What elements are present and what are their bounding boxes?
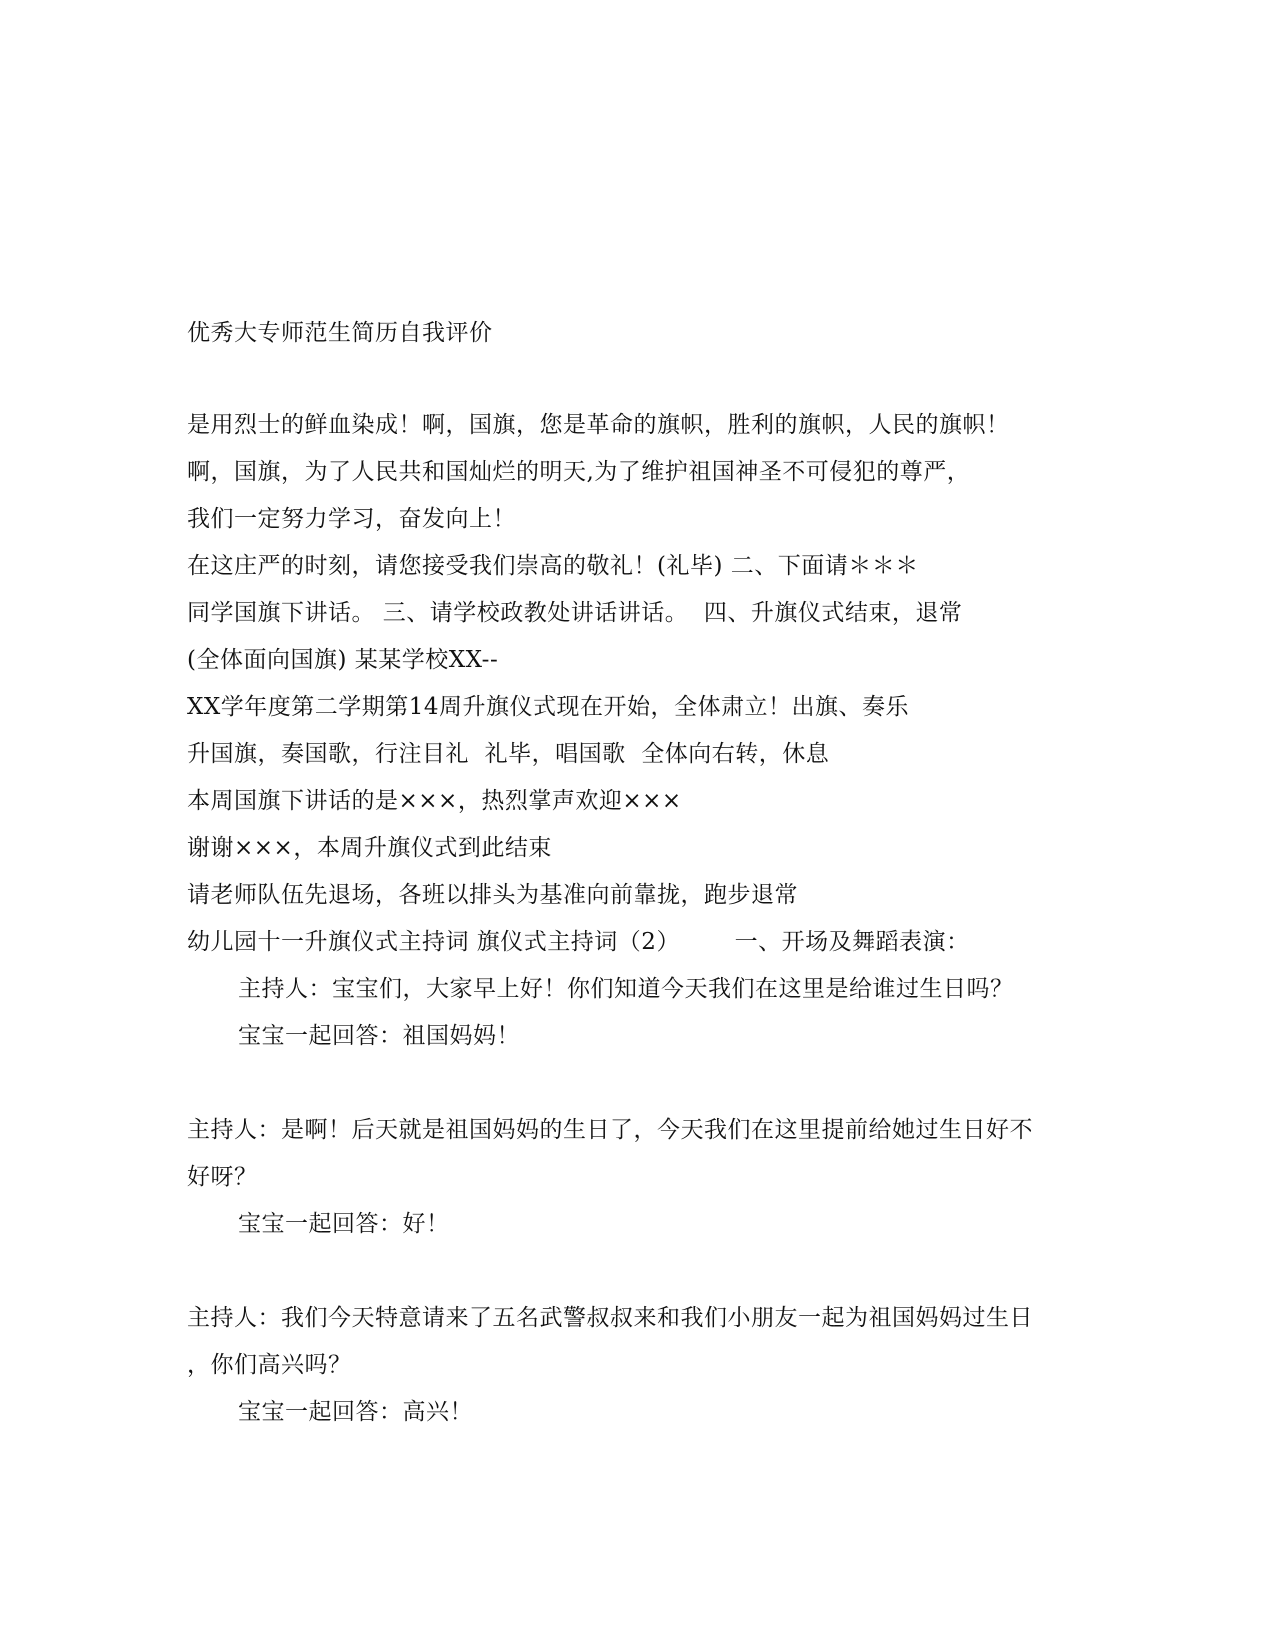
dialogue-line: 宝宝一起回答：好！ (238, 1211, 450, 1237)
text-line: 在这庄严的时刻，请您接受我们崇高的敬礼！(礼毕) 二、下面请＊＊＊ (187, 553, 919, 579)
document-title: 优秀大专师范生简历自我评价 (187, 320, 493, 346)
dialogue-line: 宝宝一起回答：高兴！ (238, 1399, 473, 1425)
text-line: 好呀？ (187, 1164, 258, 1190)
text-line: 升国旗，奏国歌，行注目礼 礼毕，唱国歌 全体向右转，休息 (187, 741, 830, 767)
text-line: 本周国旗下讲话的是×××，热烈掌声欢迎××× (187, 788, 682, 814)
dialogue-line: 主持人：我们今天特意请来了五名武警叔叔来和我们小朋友一起为祖国妈妈过生日 (187, 1305, 1033, 1331)
text-line: 我们一定努力学习，奋发向上！ (187, 506, 516, 532)
dialogue-line: 主持人：宝宝们，大家早上好！你们知道今天我们在这里是给谁过生日吗？ (238, 976, 1014, 1002)
text-line: ，你们高兴吗？ (187, 1352, 352, 1378)
text-line: 同学国旗下讲话。 三、请学校政教处讲话讲话。 四、升旗仪式结束，退常 (187, 600, 963, 626)
text-line: 是用烈士的鲜血染成！啊，国旗，您是革命的旗帜，胜利的旗帜，人民的旗帜！ (187, 412, 1010, 438)
text-line: XX学年度第二学期第14周升旗仪式现在开始，全体肃立！出旗、奏乐 (187, 694, 910, 720)
text-line: 幼儿园十一升旗仪式主持词 旗仪式主持词（2） 一、开场及舞蹈表演： (187, 929, 970, 955)
dialogue-line: 宝宝一起回答：祖国妈妈！ (238, 1023, 520, 1049)
dialogue-line: 主持人：是啊！后天就是祖国妈妈的生日了，今天我们在这里提前给她过生日好不 (187, 1117, 1033, 1143)
text-line: 啊，国旗，为了人民共和国灿烂的明天,为了维护祖国神圣不可侵犯的尊严， (187, 459, 971, 485)
text-line: 谢谢×××，本周升旗仪式到此结束 (187, 835, 552, 861)
text-line: 请老师队伍先退场，各班以排头为基准向前靠拢，跑步退常 (187, 882, 798, 908)
text-line: (全体面向国旗) 某某学校XX-- (187, 647, 499, 673)
